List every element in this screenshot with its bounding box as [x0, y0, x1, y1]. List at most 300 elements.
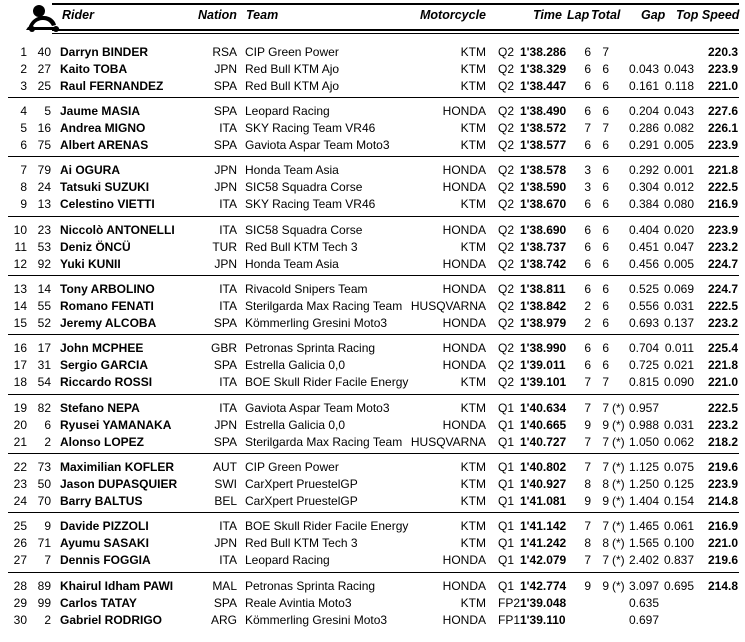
gap-first-cell: 1.565 — [628, 536, 659, 550]
total-laps-cell: 7 — [602, 460, 609, 474]
header-lap: Lap — [567, 8, 590, 22]
motorcycle-cell: HONDA — [442, 613, 486, 627]
rider-name-cell: Jason DUPASQUIER — [60, 477, 178, 491]
nation-cell: ITA — [219, 375, 237, 389]
top-speed-cell: 219.6 — [707, 553, 738, 567]
gap-first-cell: 0.291 — [628, 138, 659, 152]
gap-previous-cell: 0.695 — [663, 579, 694, 593]
motorcycle-cell: KTM — [460, 494, 486, 508]
nation-cell: TUR — [212, 240, 237, 254]
motorcycle-cell: HONDA — [442, 257, 486, 271]
team-cell: Leopard Racing — [245, 104, 330, 118]
table-row — [0, 493, 745, 510]
table-row — [0, 298, 745, 315]
total-laps-cell: 7 — [602, 519, 609, 533]
rider-name-cell: Andrea MIGNO — [60, 121, 146, 135]
lap-time-cell: 1'39.110 — [520, 613, 566, 627]
position-cell: 23 — [13, 477, 27, 491]
motorcycle-cell: HONDA — [442, 341, 486, 355]
session-cell: Q2 — [498, 240, 515, 254]
gap-previous-cell: 0.031 — [663, 418, 694, 432]
bike-number-cell: 5 — [44, 104, 51, 118]
position-cell: 1 — [20, 45, 27, 59]
top-speed-cell: 222.5 — [707, 180, 738, 194]
top-speed-cell: 223.9 — [707, 477, 738, 491]
total-laps-cell: 7 — [602, 553, 609, 567]
rider-name-cell: Yuki KUNII — [60, 257, 121, 271]
lap-time-cell: 1'42.774 — [520, 579, 567, 593]
lap-time-cell: 1'38.742 — [520, 257, 567, 271]
rider-name-cell: Jeremy ALCOBA — [60, 316, 157, 330]
lap-time-cell: 1'38.690 — [520, 223, 567, 237]
position-cell: 27 — [13, 553, 27, 567]
motorcycle-rider-icon — [22, 2, 66, 32]
lap-cell: 6 — [584, 62, 591, 76]
header-gap: Gap — [641, 8, 666, 22]
rider-name-cell: Riccardo ROSSI — [60, 375, 153, 389]
nation-cell: SPA — [213, 596, 237, 610]
session-cell: Q2 — [498, 62, 515, 76]
rider-name-cell: Carlos TATAY — [60, 596, 137, 610]
bike-number-cell: 31 — [37, 358, 51, 372]
lap-time-cell: 1'41.142 — [520, 519, 567, 533]
group-separator — [8, 394, 739, 395]
nation-cell: GBR — [210, 341, 237, 355]
position-cell: 26 — [13, 536, 27, 550]
top-speed-cell: 223.9 — [707, 223, 738, 237]
team-cell: Kömmerling Gresini Moto3 — [245, 613, 388, 627]
nation-cell: ITA — [219, 282, 237, 296]
motorcycle-cell: KTM — [460, 375, 486, 389]
gap-first-cell: 1.465 — [628, 519, 659, 533]
motorcycle-cell: KTM — [460, 79, 486, 93]
gap-first-cell: 0.304 — [628, 180, 659, 194]
nation-cell: RSA — [212, 45, 237, 59]
total-laps-cell: 7 — [602, 401, 609, 415]
asterisk-cell: (*) — [612, 418, 625, 432]
position-cell: 3 — [20, 79, 27, 93]
total-laps-cell: 7 — [602, 45, 609, 59]
gap-first-cell: 3.097 — [628, 579, 659, 593]
asterisk-cell: (*) — [612, 553, 625, 567]
top-speed-cell: 221.0 — [707, 375, 738, 389]
nation-cell: ITA — [219, 223, 237, 237]
header-time: Time — [533, 8, 562, 22]
gap-previous-cell: 0.043 — [663, 62, 694, 76]
position-cell: 30 — [13, 613, 27, 627]
position-cell: 25 — [13, 519, 27, 533]
table-row — [0, 552, 745, 569]
nation-cell: ITA — [219, 519, 237, 533]
gap-previous-cell: 0.125 — [663, 477, 694, 491]
motorcycle-cell: HONDA — [442, 358, 486, 372]
team-cell: Kömmerling Gresini Moto3 — [245, 316, 388, 330]
top-speed-cell: 219.6 — [707, 460, 738, 474]
lap-time-cell: 1'39.048 — [520, 596, 567, 610]
top-speed-cell: 227.6 — [707, 104, 738, 118]
bike-number-cell: 23 — [37, 223, 51, 237]
session-cell: FP2 — [498, 596, 521, 610]
session-cell: Q2 — [498, 299, 515, 313]
group-separator — [8, 512, 739, 513]
total-laps-cell: 6 — [602, 138, 609, 152]
table-row — [0, 417, 745, 434]
lap-cell: 6 — [584, 358, 591, 372]
top-speed-cell: 222.5 — [707, 401, 738, 415]
table-row — [0, 222, 745, 239]
nation-cell: ITA — [219, 299, 237, 313]
session-cell: Q2 — [498, 358, 515, 372]
group-separator — [8, 275, 739, 276]
nation-cell: JPN — [214, 536, 237, 550]
rider-name-cell: Dennis FOGGIA — [60, 553, 151, 567]
position-cell: 5 — [20, 121, 27, 135]
team-cell: Estrella Galicia 0,0 — [245, 418, 346, 432]
nation-cell: JPN — [214, 62, 237, 76]
lap-time-cell: 1'41.242 — [520, 536, 567, 550]
rider-name-cell: Stefano NEPA — [60, 401, 140, 415]
team-cell: Petronas Sprinta Racing — [245, 579, 376, 593]
lap-cell: 8 — [584, 477, 591, 491]
nation-cell: BEL — [214, 494, 237, 508]
top-speed-cell: 224.7 — [707, 257, 738, 271]
gap-first-cell: 0.384 — [628, 197, 659, 211]
lap-time-cell: 1'39.011 — [520, 358, 566, 372]
total-laps-cell: 6 — [602, 240, 609, 254]
lap-cell: 6 — [584, 240, 591, 254]
bike-number-cell: 79 — [37, 163, 51, 177]
nation-cell: SPA — [213, 435, 237, 449]
motorcycle-cell: HONDA — [442, 316, 486, 330]
position-cell: 15 — [13, 316, 27, 330]
motorcycle-cell: KTM — [460, 197, 486, 211]
motorcycle-cell: HONDA — [442, 180, 486, 194]
total-laps-cell: 6 — [602, 62, 609, 76]
gap-first-cell: 1.404 — [628, 494, 659, 508]
rider-name-cell: Ayumu SASAKI — [60, 536, 149, 550]
gap-previous-cell: 0.047 — [663, 240, 694, 254]
lap-time-cell: 1'38.811 — [520, 282, 566, 296]
gap-previous-cell: 0.837 — [663, 553, 694, 567]
motorcycle-cell: KTM — [460, 62, 486, 76]
gap-previous-cell: 0.012 — [663, 180, 694, 194]
top-speed-cell: 221.0 — [707, 536, 738, 550]
total-laps-cell: 6 — [602, 104, 609, 118]
team-cell: Rivacold Snipers Team — [245, 282, 368, 296]
gap-first-cell: 0.957 — [628, 401, 659, 415]
table-row — [0, 239, 745, 256]
top-speed-cell: 218.2 — [707, 435, 738, 449]
total-laps-cell: 6 — [602, 163, 609, 177]
team-cell: BOE Skull Rider Facile Energy — [245, 375, 409, 389]
team-cell: Petronas Sprinta Racing — [245, 341, 376, 355]
lap-time-cell: 1'40.802 — [520, 460, 567, 474]
lap-cell: 7 — [584, 401, 591, 415]
table-row — [0, 612, 745, 629]
position-cell: 4 — [20, 104, 27, 118]
top-speed-cell: 223.2 — [707, 316, 738, 330]
gap-first-cell: 0.286 — [628, 121, 659, 135]
rider-name-cell: Ai OGURA — [60, 163, 120, 177]
position-cell: 17 — [13, 358, 27, 372]
table-row — [0, 196, 745, 213]
lap-time-cell: 1'38.578 — [520, 163, 567, 177]
rider-name-cell: Niccolò ANTONELLI — [60, 223, 175, 237]
motorcycle-cell: KTM — [460, 45, 486, 59]
team-cell: SIC58 Squadra Corse — [245, 180, 363, 194]
total-laps-cell: 6 — [602, 282, 609, 296]
position-cell: 16 — [13, 341, 27, 355]
lap-time-cell: 1'39.101 — [520, 375, 567, 389]
session-cell: Q2 — [498, 341, 515, 355]
rider-name-cell: Maximilian KOFLER — [60, 460, 175, 474]
session-cell: Q2 — [498, 257, 515, 271]
gap-previous-cell: 0.005 — [663, 138, 694, 152]
session-cell: Q1 — [498, 418, 515, 432]
motorcycle-cell: KTM — [460, 138, 486, 152]
lap-cell: 7 — [584, 519, 591, 533]
session-cell: Q2 — [498, 79, 515, 93]
bike-number-cell: 53 — [37, 240, 51, 254]
table-row — [0, 315, 745, 332]
session-cell: Q1 — [498, 435, 515, 449]
gap-previous-cell: 0.021 — [663, 358, 694, 372]
nation-cell: ARG — [210, 613, 237, 627]
bike-number-cell: 75 — [37, 138, 51, 152]
bike-number-cell: 70 — [37, 494, 51, 508]
bike-number-cell: 71 — [37, 536, 51, 550]
table-row — [0, 120, 745, 137]
session-cell: Q2 — [498, 375, 515, 389]
total-laps-cell: 6 — [602, 180, 609, 194]
rider-name-cell: Raul FERNANDEZ — [60, 79, 164, 93]
session-cell: Q2 — [498, 316, 515, 330]
session-cell: Q1 — [498, 553, 515, 567]
bike-number-cell: 13 — [37, 197, 51, 211]
gap-first-cell: 1.050 — [628, 435, 659, 449]
team-cell: Sterilgarda Max Racing Team — [245, 435, 403, 449]
session-cell: Q1 — [498, 579, 515, 593]
nation-cell: SPA — [213, 358, 237, 372]
position-cell: 22 — [13, 460, 27, 474]
position-cell: 21 — [13, 435, 27, 449]
motorcycle-cell: KTM — [460, 536, 486, 550]
gap-previous-cell: 0.090 — [663, 375, 694, 389]
session-cell: Q1 — [498, 536, 515, 550]
top-speed-cell: 224.7 — [707, 282, 738, 296]
bike-number-cell: 82 — [37, 401, 51, 415]
team-cell: CarXpert PruestelGP — [245, 477, 358, 491]
top-speed-cell: 221.0 — [707, 79, 738, 93]
gap-first-cell: 0.161 — [628, 79, 659, 93]
table-row — [0, 162, 745, 179]
lap-cell: 2 — [584, 299, 591, 313]
session-cell: Q2 — [498, 121, 515, 135]
table-row — [0, 400, 745, 417]
header-team: Team — [246, 8, 279, 22]
lap-cell: 6 — [584, 223, 591, 237]
gap-first-cell: 0.292 — [628, 163, 659, 177]
lap-cell: 7 — [584, 553, 591, 567]
gap-previous-cell: 0.043 — [663, 104, 694, 118]
gap-previous-cell: 0.069 — [663, 282, 694, 296]
nation-cell: ITA — [219, 401, 237, 415]
nation-cell: JPN — [214, 257, 237, 271]
gap-first-cell: 0.693 — [628, 316, 659, 330]
motorcycle-cell: KTM — [460, 596, 486, 610]
header-top-speed: Top Speed — [676, 8, 740, 22]
bike-number-cell: 27 — [37, 62, 51, 76]
position-cell: 11 — [14, 240, 27, 254]
table-row — [0, 434, 745, 451]
lap-time-cell: 1'38.842 — [520, 299, 567, 313]
lap-time-cell: 1'41.081 — [520, 494, 567, 508]
header-underline — [52, 33, 739, 34]
nation-cell: SPA — [213, 104, 237, 118]
nation-cell: JPN — [214, 418, 237, 432]
motorcycle-cell: HONDA — [442, 579, 486, 593]
rider-name-cell: Darryn BINDER — [60, 45, 149, 59]
rider-name-cell: Kaito TOBA — [60, 62, 128, 76]
group-separator — [8, 156, 739, 157]
rider-name-cell: Davide PIZZOLI — [60, 519, 149, 533]
session-cell: Q1 — [498, 494, 515, 508]
gap-previous-cell: 0.011 — [664, 341, 694, 355]
table-row — [0, 61, 745, 78]
team-cell: CIP Green Power — [245, 45, 339, 59]
position-cell: 18 — [13, 375, 27, 389]
lap-cell: 6 — [584, 282, 591, 296]
nation-cell: JPN — [214, 180, 237, 194]
session-cell: Q2 — [498, 223, 515, 237]
lap-time-cell: 1'40.634 — [520, 401, 567, 415]
total-laps-cell: 9 — [602, 579, 609, 593]
rider-name-cell: Albert ARENAS — [60, 138, 149, 152]
gap-first-cell: 0.451 — [628, 240, 659, 254]
rider-name-cell: Gabriel RODRIGO — [60, 613, 163, 627]
lap-cell: 7 — [584, 435, 591, 449]
session-cell: FP1 — [498, 613, 521, 627]
position-cell: 19 — [13, 401, 27, 415]
lap-time-cell: 1'40.665 — [520, 418, 567, 432]
team-cell: Red Bull KTM Tech 3 — [245, 536, 358, 550]
header-rider: Rider — [62, 8, 94, 22]
bike-number-cell: 17 — [37, 341, 51, 355]
total-laps-cell: 8 — [602, 536, 609, 550]
lap-cell: 2 — [584, 316, 591, 330]
lap-cell: 6 — [584, 138, 591, 152]
group-separator — [8, 453, 739, 454]
rider-name-cell: Jaume MASIA — [60, 104, 141, 118]
group-separator — [8, 97, 739, 98]
table-row — [0, 595, 745, 612]
top-speed-cell: 214.8 — [707, 494, 738, 508]
lap-time-cell: 1'38.590 — [520, 180, 567, 194]
gap-previous-cell: 0.031 — [663, 299, 694, 313]
lap-cell: 6 — [584, 79, 591, 93]
lap-cell: 9 — [584, 579, 591, 593]
rider-name-cell: Tatsuki SUZUKI — [60, 180, 150, 194]
total-laps-cell: 9 — [602, 494, 609, 508]
table-row — [0, 459, 745, 476]
rider-name-cell: Alonso LOPEZ — [60, 435, 144, 449]
position-cell: 8 — [20, 180, 27, 194]
lap-cell: 6 — [584, 104, 591, 118]
rider-name-cell: Romano FENATI — [60, 299, 154, 313]
gap-first-cell: 1.125 — [628, 460, 659, 474]
gap-previous-cell: 0.062 — [663, 435, 694, 449]
group-separator — [8, 216, 739, 217]
session-cell: Q2 — [498, 138, 515, 152]
total-laps-cell: 7 — [602, 121, 609, 135]
session-cell: Q1 — [498, 519, 515, 533]
lap-time-cell: 1'38.990 — [520, 341, 567, 355]
gap-previous-cell: 0.100 — [663, 536, 694, 550]
session-cell: Q2 — [498, 163, 515, 177]
rider-name-cell: Barry BALTUS — [60, 494, 143, 508]
bike-number-cell: 89 — [37, 579, 51, 593]
session-cell: Q2 — [498, 197, 515, 211]
header-motorcycle: Motorcycle — [420, 8, 486, 22]
lap-cell: 7 — [584, 375, 591, 389]
motorcycle-cell: KTM — [460, 477, 486, 491]
total-laps-cell: 6 — [602, 257, 609, 271]
team-cell: Estrella Galicia 0,0 — [245, 358, 346, 372]
table-row — [0, 179, 745, 196]
lap-time-cell: 1'40.927 — [520, 477, 567, 491]
total-laps-cell: 6 — [602, 316, 609, 330]
lap-time-cell: 1'38.670 — [520, 197, 567, 211]
top-speed-cell: 221.8 — [707, 358, 738, 372]
gap-previous-cell: 0.001 — [663, 163, 694, 177]
nation-cell: ITA — [219, 121, 237, 135]
bike-number-cell: 25 — [37, 79, 51, 93]
nation-cell: AUT — [213, 460, 237, 474]
bike-number-cell: 54 — [37, 375, 51, 389]
table-row — [0, 44, 745, 61]
motorcycle-cell: HONDA — [442, 223, 486, 237]
bike-number-cell: 52 — [37, 316, 51, 330]
total-laps-cell: 6 — [602, 358, 609, 372]
asterisk-cell: (*) — [612, 519, 625, 533]
motorcycle-cell: KTM — [460, 401, 486, 415]
top-speed-cell: 222.5 — [707, 299, 738, 313]
position-cell: 12 — [13, 257, 27, 271]
bike-number-cell: 16 — [37, 121, 51, 135]
team-cell: Sterilgarda Max Racing Team — [245, 299, 403, 313]
rider-name-cell: Khairul Idham PAWI — [60, 579, 174, 593]
team-cell: Honda Team Asia — [245, 257, 339, 271]
top-speed-cell: 216.9 — [707, 519, 738, 533]
position-cell: 7 — [20, 163, 27, 177]
team-cell: Reale Avintia Moto3 — [245, 596, 352, 610]
position-cell: 9 — [20, 197, 27, 211]
team-cell: Red Bull KTM Ajo — [245, 62, 340, 76]
nation-cell: SPA — [213, 79, 237, 93]
table-row — [0, 518, 745, 535]
team-cell: BOE Skull Rider Facile Energy — [245, 519, 409, 533]
lap-cell: 9 — [584, 494, 591, 508]
gap-first-cell: 0.704 — [628, 341, 659, 355]
bike-number-cell: 14 — [37, 282, 51, 296]
team-cell: Gaviota Aspar Team Moto3 — [245, 138, 390, 152]
rider-name-cell: John MCPHEE — [60, 341, 144, 355]
motorcycle-cell: HUSQVARNA — [410, 299, 486, 313]
session-cell: Q1 — [498, 477, 515, 491]
top-speed-cell: 223.9 — [707, 62, 738, 76]
gap-previous-cell: 0.082 — [663, 121, 694, 135]
top-speed-cell: 223.2 — [707, 418, 738, 432]
